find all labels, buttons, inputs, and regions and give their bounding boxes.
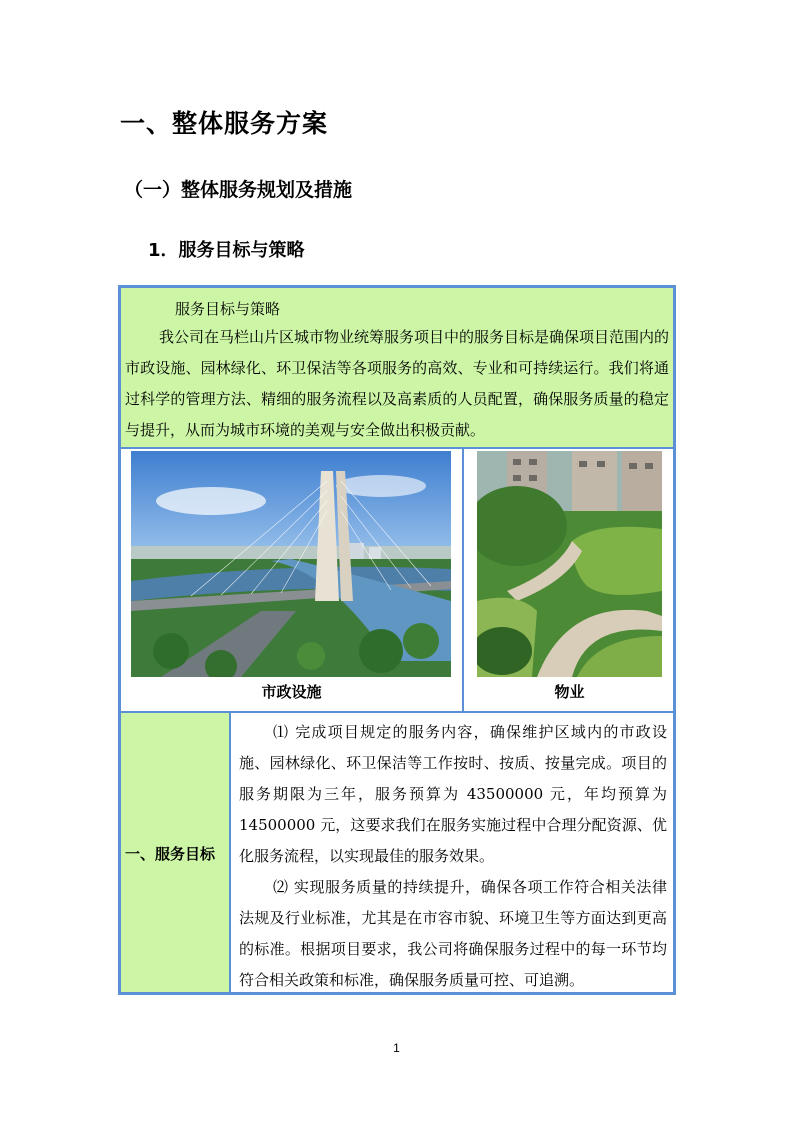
goals-text: [239, 717, 667, 996]
intro-title: 服务目标与策略: [175, 300, 281, 318]
goals-row: [121, 711, 673, 992]
property-caption: 物业: [554, 683, 585, 701]
bridge-photo: [131, 451, 451, 677]
property-image-cell: [466, 449, 673, 711]
intro-cell: [121, 288, 673, 449]
goals-label-cell: [121, 713, 231, 992]
sub-subsection-heading: 1．服务目标与策略: [148, 240, 305, 261]
goal-paragraph-1: ⑴ 完成项目规定的服务内容，确保维护区域内的市政设施、园林绿化、环卫保洁等工作按时、按质、按量完成。项目的服务期限为三年，服务预算为 43500000 元，年均预算为 14500000 元，这要求我们在服务实施过程中合理分配资源、优化服务流程，以实现最佳的服务效果。: [239, 723, 667, 865]
goal-paragraph-2: ⑵ 实现服务质量的持续提升，确保各项工作符合相关法律法规及行业标准，尤其是在市容市貌、环境卫生等方面达到更高的标准。根据项目要求，我公司将确保服务过程中的每一环节均符合相关政策和标准，确保服务质量可控、可追溯。: [239, 878, 667, 989]
municipal-caption: 市政设施: [261, 683, 322, 701]
property-photo: [477, 451, 662, 677]
service-goals-table: [118, 285, 676, 995]
goals-label: 一、服务目标: [125, 845, 216, 863]
intro-body: 我公司在马栏山片区城市物业统筹服务项目中的服务目标是确保项目范围内的市政设施、园林绿化、环卫保洁等各项服务的高效、专业和可持续运行。我们将通过科学的管理方法、精细的服务流程以及高素质的人员配置，确保服务质量的稳定与提升，从而为城市环境的美观与安全做出积极贡献。: [125, 328, 670, 439]
municipal-image-cell: [121, 449, 464, 711]
page-number: 1: [393, 1041, 400, 1055]
subsection-heading: （一）整体服务规划及措施: [124, 179, 353, 201]
section-heading: 一、整体服务方案: [120, 109, 329, 138]
